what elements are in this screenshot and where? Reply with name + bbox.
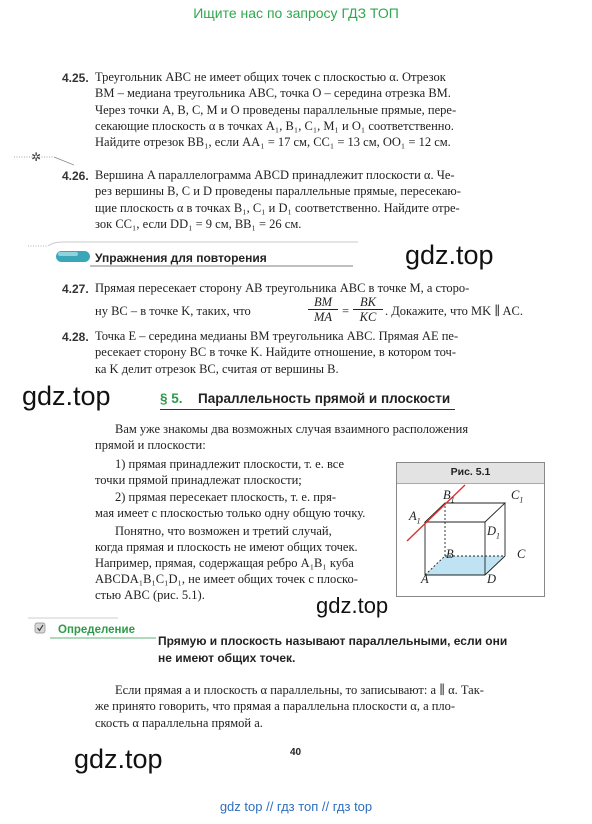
- vertex-letter: A: [409, 509, 417, 523]
- vertex-label: [409, 508, 421, 530]
- intro-line: мая имеет с плоскостью только одну общую точку.: [95, 506, 366, 520]
- page-number: 40: [290, 747, 302, 758]
- text-line: Через точки A, B, C, M и O проведены параллельные прямые, пере-: [95, 102, 457, 117]
- intro-line: точки прямой принадлежат плоскости;: [95, 473, 302, 487]
- watermark: gdz.top: [74, 744, 163, 774]
- definition-label: Определение: [58, 624, 135, 636]
- problem-text: [95, 328, 541, 377]
- text-line: Точка E – середина медианы BM треугольника ABC. Прямая AE пе-: [95, 329, 459, 343]
- vertex-subscript: 1: [496, 531, 501, 541]
- text-line: скость α параллельна прямой a.: [95, 715, 263, 730]
- text-line: щие плоскость α в точках B₁, C₁ и D₁ соответственно. Найдите отре-: [95, 200, 460, 215]
- vertex-label: B: [446, 547, 454, 561]
- equals-sign: =: [342, 304, 350, 318]
- text-line: секающие плоскость α в точках A₁, B₁, C₁, M₁ и O₁ соответственно.: [95, 118, 454, 133]
- vertex-letter: B: [443, 488, 451, 502]
- problem-number: 4.25.: [62, 71, 89, 85]
- text-line: рез вершины B, C и D проведены параллельные прямые, пересекаю-: [95, 184, 461, 199]
- text-line: Найдите отрезок BB₁, если AA₁ = 17 см, CC₁ = 13 см, OO₁ = 12 см.: [95, 135, 451, 150]
- text-line: же принято говорить, что прямая a параллельна плоскости α, а пло-: [95, 699, 456, 714]
- figure-5-1: [396, 462, 545, 597]
- figure-title: Рис. 5.1: [450, 466, 491, 478]
- vertex-label: [511, 487, 523, 509]
- intro-line: Вам уже знакомы два возможных случая взаимного расположения: [115, 422, 469, 436]
- vertex-letter: D: [487, 524, 497, 538]
- intro-line: стью ABC (рис. 5.1).: [95, 588, 205, 602]
- fraction-denominator: MA: [313, 310, 333, 324]
- vertex-label: A: [421, 572, 429, 586]
- vertex-subscript: 1: [519, 495, 524, 505]
- problem-text: [95, 69, 541, 150]
- section-underline: [160, 409, 455, 410]
- vertex-label: C: [517, 547, 526, 561]
- closing-paragraph: [95, 682, 541, 731]
- vertex-label: [443, 487, 455, 509]
- fraction-denominator: KC: [359, 310, 377, 324]
- section-title: Параллельность прямой и плоскости: [198, 391, 451, 406]
- watermark: gdz.top: [405, 240, 494, 270]
- section-number: § 5.: [160, 391, 183, 406]
- svg-text:✲: ✲: [31, 150, 42, 164]
- watermark: gdz.top: [316, 593, 389, 618]
- intro-line: Например, прямая, содержащая ребро A₁B₁ куба: [95, 556, 354, 570]
- vertex-letter: C: [511, 488, 520, 502]
- vertex-label: [487, 523, 500, 545]
- top-banner[interactable]: Ищите нас по запросу ГДЗ ТОП: [193, 5, 399, 21]
- review-header: Упражнения для повторения: [95, 251, 267, 265]
- intro-line: Понятно, что возможен и третий случай,: [115, 524, 332, 538]
- problem-number: 4.27.: [62, 282, 89, 296]
- intro-line: 1) прямая принадлежит плоскости, т. е. все: [115, 457, 345, 471]
- text-line: Вершина A параллелограмма ABCD принадлежит плоскости α. Че-: [95, 168, 455, 182]
- problem-text: [95, 280, 541, 296]
- intro-line: когда прямая и плоскость не имеют общих точек.: [95, 540, 358, 554]
- problem-number: 4.28.: [62, 330, 89, 344]
- text-line: ну BC – в точке K, таких, что: [95, 304, 251, 318]
- vertex-subscript: 1: [450, 495, 455, 505]
- fraction-numerator: BM: [308, 295, 338, 310]
- intro-line: 2) прямая пересекает плоскость, т. е. пря-: [115, 490, 337, 504]
- watermark: gdz.top: [22, 381, 111, 411]
- definition-line: Прямую и плоскость называют параллельными, если они: [158, 634, 508, 648]
- text-line: Если прямая a и плоскость α параллельны, то записывают: a ∥ α. Так-: [115, 683, 484, 697]
- definition-line: не имеют общих точек.: [158, 651, 296, 665]
- bottom-banner[interactable]: gdz top // гдз топ // гдз top: [219, 799, 373, 814]
- text-line: Прямая пересекает сторону AB треугольника ABC в точке M, а сторо-: [95, 281, 470, 295]
- text-line: BM – медиана треугольника ABC, точка O – середина отрезка BM.: [95, 86, 451, 101]
- fraction-numerator: BK: [353, 295, 383, 310]
- text-line: . Докажите, что MK ∥ AC.: [385, 304, 523, 318]
- text-line: зок CC₁, если DD₁ = 9 см, BB₁ = 26 см.: [95, 216, 302, 231]
- problem-number: 4.26.: [62, 169, 89, 183]
- text-line: ресекает сторону BC в точке K. Найдите отношение, в котором точ-: [95, 345, 456, 360]
- problem-text: [95, 167, 541, 232]
- text-line: Треугольник ABC не имеет общих точек с плоскостью α. Отрезок: [95, 70, 446, 84]
- intro-line: прямой и плоскости:: [95, 438, 206, 452]
- text-line: ка K делит отрезок BC, считая от вершины B.: [95, 361, 339, 376]
- difficulty-star-icon: [14, 148, 74, 171]
- vertex-subscript: 1: [416, 516, 421, 526]
- intro-line: ABCDA₁B₁C₁D₁, не имеет общих точек с плоско-: [95, 572, 358, 586]
- vertex-label: D: [487, 572, 497, 586]
